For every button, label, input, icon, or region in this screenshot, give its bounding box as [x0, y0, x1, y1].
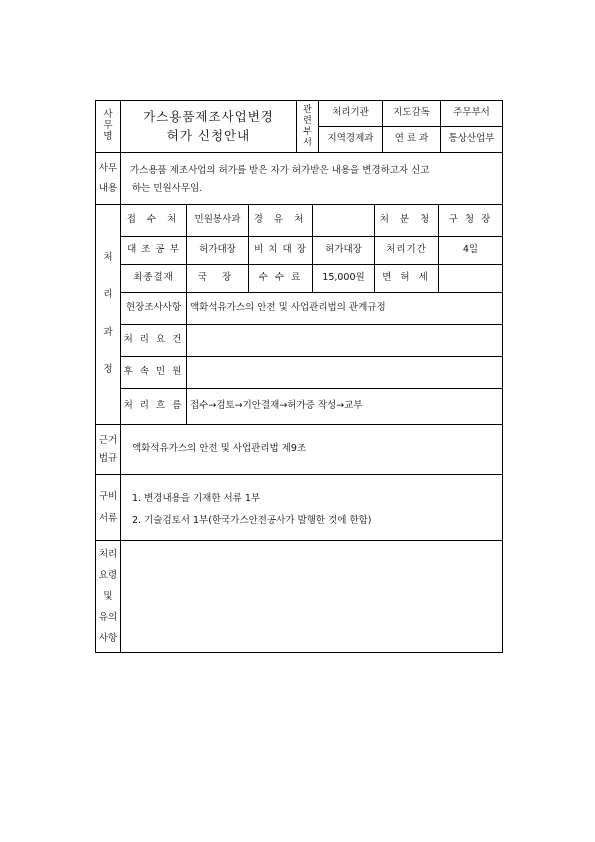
- notes-label-line: 사항: [98, 633, 118, 644]
- via-office-value: [313, 205, 374, 236]
- site-inspection-label: 현장조사사항: [125, 302, 182, 314]
- col-header-supervision: 지도감독: [393, 107, 430, 119]
- related-dept-label: [297, 101, 318, 152]
- title-line-1: 가스용품제조사업변경: [143, 108, 274, 124]
- legal-basis-text: 액화석유가스의 안전 및 사업관리법 제9조: [132, 443, 307, 455]
- follow-up-label: 후 속 민 원: [123, 366, 184, 378]
- notes-text: [132, 541, 498, 652]
- kept-ledger-label: 비 치 대 장: [254, 244, 307, 256]
- related-dept-char: 관: [303, 104, 312, 115]
- col-value-processing-agency: 지역경제과: [327, 133, 374, 145]
- process-side-char: 정: [103, 363, 113, 375]
- business-description: [130, 162, 498, 198]
- col-value-main-dept: 통상산업부: [448, 133, 495, 145]
- documents-label-line-1: 구비: [98, 490, 118, 502]
- disposition-office-label: 처 분 청: [379, 214, 434, 226]
- process-side-char: 리: [103, 289, 113, 301]
- requirements-label: 처 리 요 건: [123, 334, 184, 346]
- site-inspection-value: 액화석유가스의 안전 및 사업관리법의 관계규정: [190, 302, 386, 314]
- document-title: [121, 101, 296, 152]
- final-approver-label: 최종결재: [133, 272, 174, 284]
- related-dept-char: 련: [303, 115, 312, 126]
- kept-ledger-value: 허가대장: [325, 244, 362, 256]
- business-label-line-1: 사무: [98, 162, 118, 174]
- col-header-processing-agency: 처리기관: [332, 107, 369, 119]
- process-flow-value: 접수→검토→기안결재→허가증 작성→교부: [190, 400, 363, 412]
- documents-list: [132, 488, 498, 532]
- notes-label-line: 요령: [98, 570, 118, 581]
- business-text-line-2: 하는 민원사무임.: [132, 183, 203, 194]
- license-tax-value: [439, 265, 502, 292]
- processing-period-label: 처리기간: [386, 244, 427, 256]
- receipt-office-label: 접 수 처: [126, 214, 181, 226]
- fee-label: 수 수 료: [258, 272, 303, 284]
- processing-period-value: 4일: [462, 244, 479, 256]
- process-side-char: 과: [103, 326, 113, 338]
- header-side-label: [96, 101, 120, 152]
- header-side-char: 사: [103, 109, 113, 121]
- documents-label: [96, 475, 120, 540]
- legal-basis-label: [96, 425, 120, 474]
- document-item: 1. 변경내용을 기재한 서류 1부: [132, 493, 261, 504]
- license-tax-label: 면 허 세: [382, 272, 431, 284]
- process-side-label: [96, 205, 120, 424]
- business-text-line-1: 가스용품 제조사업의 허가를 받은 자가 허가받은 내용을 변경하고자 신고: [130, 165, 430, 176]
- title-line-2: 허가 신청안내: [166, 127, 251, 143]
- business-label-line-2: 내용: [98, 182, 118, 194]
- requirements-value: [190, 325, 500, 356]
- related-dept-char: 부: [303, 126, 312, 137]
- notes-label-line: 및: [103, 591, 113, 602]
- fee-value: 15,000원: [322, 272, 365, 284]
- notes-label-line: 유의: [98, 612, 118, 623]
- legal-basis-label-line-2: 법규: [98, 452, 118, 464]
- reference-ledger-label: 대 조 공 부: [127, 244, 180, 256]
- legal-basis-label-line-1: 근거: [98, 434, 118, 446]
- process-flow-label: 처 리 흐 름: [123, 400, 184, 412]
- document-item: 2. 기술검토서 1부(한국가스안전공사가 발행한 것에 한함): [132, 515, 372, 526]
- documents-label-line-2: 서류: [98, 512, 118, 524]
- notes-label: [96, 541, 120, 652]
- col-value-supervision: 연 료 과: [394, 133, 429, 145]
- notes-label-line: 처리: [98, 549, 118, 560]
- disposition-office-value: 구 청 장: [448, 214, 493, 226]
- related-dept-char: 서: [303, 137, 312, 148]
- reference-ledger-value: 허가대장: [199, 244, 236, 256]
- header-side-char: 무: [103, 120, 113, 132]
- via-office-label: 경 유 처: [253, 214, 308, 226]
- business-label: [96, 153, 120, 204]
- final-approver-value: 국 장: [197, 272, 238, 284]
- process-side-char: 처: [103, 252, 113, 264]
- receipt-office-value: 민원봉사과: [194, 214, 241, 226]
- follow-up-value: [190, 357, 500, 388]
- header-side-char: 명: [103, 130, 113, 142]
- col-header-main-dept: 주무부서: [453, 107, 490, 119]
